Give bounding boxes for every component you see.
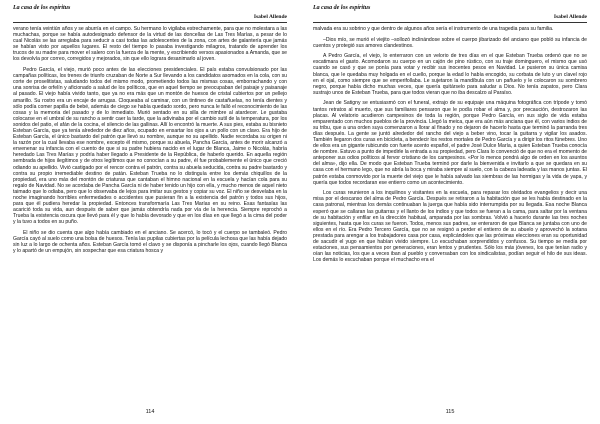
paragraph: Los curas reunieron a los inquilinos y visitantes en la escuela, para repasar los olvidados evangelios y decir una misa por el descanso del alma de Pedro García. Después se retiraron a la habitación que se les había destinado en la casa patronal, mientras los demás continuaban la juerga que había sido interrumpida por su llegada. Esa noche Blanca esperó que se callaran las guitarras y el llanto de los indios y que todos se fueran a la cama, para saltar por la ventana de su habitación y enfilar en la dirección habitual, amparada por las sombras. Volvió a hacerlo durante las tres noches siguientes, hasta que los curas se fueron. Todos, menos sus padres, se enteraron de que Blanca se juntaba con uno de ellos en el río. Era Pedro Tercero García, que no se resignó a perder el entierro de su abuelo y aprovechó la sotana prestada para arengar a los trabajadores casa por casa, explicándoles que las próximas elecciones eran su oportunidad de sacudir el yugo en que habían vivido siempre. Lo escuchaban sorprendidos y confusos. Su tiempo se medía por estaciones, sus pensamientos por generaciones, eran lentos y prudentes. Sólo los más jóvenes, los que tenían radio y oían las noticias, los que a veces iban al pueblo y conversaban con los sindicalistas, podían seguir el hilo de sus ideas. Los demás lo escuchaban porque el muchacho era el: [313, 190, 587, 264]
page-body: [313, 26, 587, 402]
book-title: La casa de los espíritus: [13, 5, 71, 11]
paragraph: verano tenía veintiún años y se aburría en el campo. Su hermano lo vigilaba estrechamente, para que no molestara a las muchachas, porque se había autodesignado defensor de la virtud de las doncellas de Las Tres Marías, a pesar de lo cual Nicolás se las arreglaba para seducir a casi todas las adolescentes de la zona, con artes de galantería que jamás se habían visto por aquellos lugares. El resto del tiempo lo pasaba investigando milagros, tratando de aprender los trucos de su madre para mover el salero con la fuerza de la mente, y escribiendo versos apasionados a Amanda, que se los devolvía por correo, corregidos y mejorados, sin que ello lograra desanimarlo al joven.: [13, 26, 287, 63]
paragraph: malvada era su sobrino y que dentro de algunos años sería el instrumento de una tragedia para su familia.: [313, 26, 554, 32]
author-name: Isabel Allende: [253, 14, 287, 20]
header-rule: [313, 22, 587, 23]
paragraph: El niño se dio cuenta que algo había cambiado en el anciano. Se acercó, lo tocó y el cuerpo se tambaleó. Pedro García cayó al suelo como una bolsa de huesos. Tenía las pupilas cubiertas por la película lechosa que las había dejado sin luz a lo largo de ochenta años. Esteban García tomó el clavo y se disponía a pincharle los ojos, cuando llegó Blanca y lo apartó de un empujón, sin sospechar que esa criatura hosca y: [13, 230, 287, 255]
page-header: [13, 4, 287, 24]
author-name: Isabel Allende: [553, 14, 587, 20]
paragraph: Jean de Satigny se entusiasmó con el funeral, extrajo de su equipaje una máquina fotográfica con trípode y tomó tantos retratos al muerto, que sus familiares pensaron que le podía robar el alma y, por precaución, destrozaron las placas. Al velatorio acudieron campesinos de toda la región, porque Pedro García, en sus siglo de vida estaba emparentado con muchos pueblos de la provincia. Llegó la meica, que era aún más anciana que él, con varios indios de su tribu, que a una orden suya comenzaron a llorar al finado y no dejaron de hacerlo hasta que terminó la parranda tres días después. La gente se juntó alrededor del rancho del viejo a beber vino, tocar la guitarra y vigilar los asados. También llegaron dos curas en bicicleta, a bendecir los restos mortales de Pedro García y a dirigir los ritos fúnebres. Uno de ellos era un gigante rubicundo con fuerte acento español, el padre José Dulce María, a quien Esteban Trueba conocía de nombre. Estuvo a punto de impedirle la entrada a su propiedad, pero Clara lo convenció de que no era el momento de anteponer sus odios políticos al fervor cristiano de los campesinos. «Por lo menos pondrá algo de orden en los asuntos del alma», dijo ella. De modo que Esteban Trueba terminó por darle la bienvenida e invitarlo a que se quedara en su casa con el hermano lego, que no abría la boca y miraba siempre al suelo, con la cabeza ladeada y las manos juntas. El patrón estaba conmovido por la muerte del viejo que le había salvado las siembras de las hormigas y la vida de yapa, y quería que todos recordaran ese entierro como un acontecimiento.: [313, 100, 587, 186]
right-page: [300, 0, 600, 424]
page-body: [13, 26, 287, 402]
paragraph: –Dios mío, se murió el viejito –sollozó inclinándose sobre el cuerpo jibarizado del anciano que pobló su infancia de cuentos y protegió sus amores clandestinos.: [313, 36, 587, 49]
book-title: La casa de los espíritus: [313, 5, 371, 11]
page-number: 114: [145, 409, 155, 415]
page-header: [313, 4, 587, 24]
paragraph: A Pedro García, el viejo, lo enterraron con un velorio de tres días en el que Esteban Trueba ordenó que no se escatimara el gasto. Acomodaron su cuerpo en un cajón de pino rústico, con su traje dominguero, el mismo que usó cuando se casó y que se ponía para votar y recibir sus inocentes pesos en Navidad. Le pusieron su única camisa blanca, que le quedaba muy holgada en el cuello, porque la edad lo había encogido, su corbata de luto y un clavel rojo en el ojal, como siempre que se emperifollaba. Le sujetaron la mandíbula con un pañuelo y le colocaron su sombrero negro, porque había dicho muchas veces, que quería quitárselo para saludar a Dios. No tenía zapatos, pero Clara sustrajo unos de Esteban Trueba, para que todos vieran que no iba descalzo al Paraíso.: [313, 53, 587, 96]
header-rule: [13, 22, 287, 23]
page-number: 115: [445, 409, 455, 415]
paragraph: Pedro García, el viejo, murió poco antes de las elecciones presidenciales. El país estaba convulsionado por las campañas políticas, los trenes de triunfo cruzaban de Norte a Sur llevando a los candidatos asomados en la cola, con su corte de proselitistas, saludando todos del mismo modo, prometiendo todos las mismas cosas, emborrachando y con una sonrisa de orfelín y aficionado a salud de los políticos, que en aquel tiempo se preocupaban del paisaje y paisanaje al pasado. El viejo había vivido tanto, que ya no era más que un montón de huesos de cristal cubiertos por un pellejo amarillo. Su rostro era un encaje de arrugas. Cloqueaba al caminar, con un tintineo de castañuelas, no tenía dientes y sólo podía comer papilla de bebé, además de ciego se había quedado sordo, pero nunca le falló el reconocimiento de las cosas y la memoria del pasado y de lo inmediato. Murió sentado en su silla de mimbre al atardecer. Le gustaba colocarse en el umbral de su rancho a sentir caer la tarde, que la adivinaba por el cambio sutil de la temperatura, por los sonidos del patio, el afán de la cocina, el silencio de las gallinas. Allí lo encontró la muerte. A sus pies, estaba su bisnieto Esteban García, que ya tenía alrededor de diez años, ocupado en ensartar los ojos a un pollo con un clavo. Era hijo de Esteban García, el único bastardo del patrón que llevó su nombre, aunque no su apellido. Nadie recordaba su origen ni la razón por la cual llevaba ese nombre, excepto él mismo, porque su abuela, Pancha García, antes de morir alcanzó a envenenar su infancia con el cuento de que si su padre hubiera nacido en el lugar de Blanca, Jaime o Nicolás, habría heredado Las Tres Marías y podría haber llegado a Presidente de la República, de haberlo querido. En aquella región sembrada de hijos ilegítimos y de otros legítimos que no conocían a su padre, él fue probablemente el único que creció odiando su apellido. Vivió castigado por el rencor contra el patrón, contra su abuela seducida, contra su padre bastardo y contra su propio irremediable destino de patán. Esteban Trueba no lo distinguía entre los demás chiquillos de la propiedad, era uno más del montón de criaturas que cantaban el himno nacional en la escuela y hacían cola para su regalo de Navidad. No se acordaba de Pancha García ni de haber tenido un hijo con ella, y mucho menos de aquel nieto taimado que lo odiaba, pero que lo observaba de lejos para imitar sus gestos y copiar su voz. El niño se desvelaba en la noche imaginando horribles enfermedades o accidentes que pusieran fin a la existencia del patrón y todos sus hijos, para que él pudiera heredar la propiedad. Entonces transformaría Las Tres Marías en su reino. Esas fantasías las acarició toda su vida, aun después de saber que jamás obtendría nada por vía de la herencia. Siempre reprochó a Trueba la existencia oscura que llevó para él y que lo había devorado y que en los días en que llegó a la cima del poder y la tuvo a todos en su puño.: [13, 67, 287, 226]
